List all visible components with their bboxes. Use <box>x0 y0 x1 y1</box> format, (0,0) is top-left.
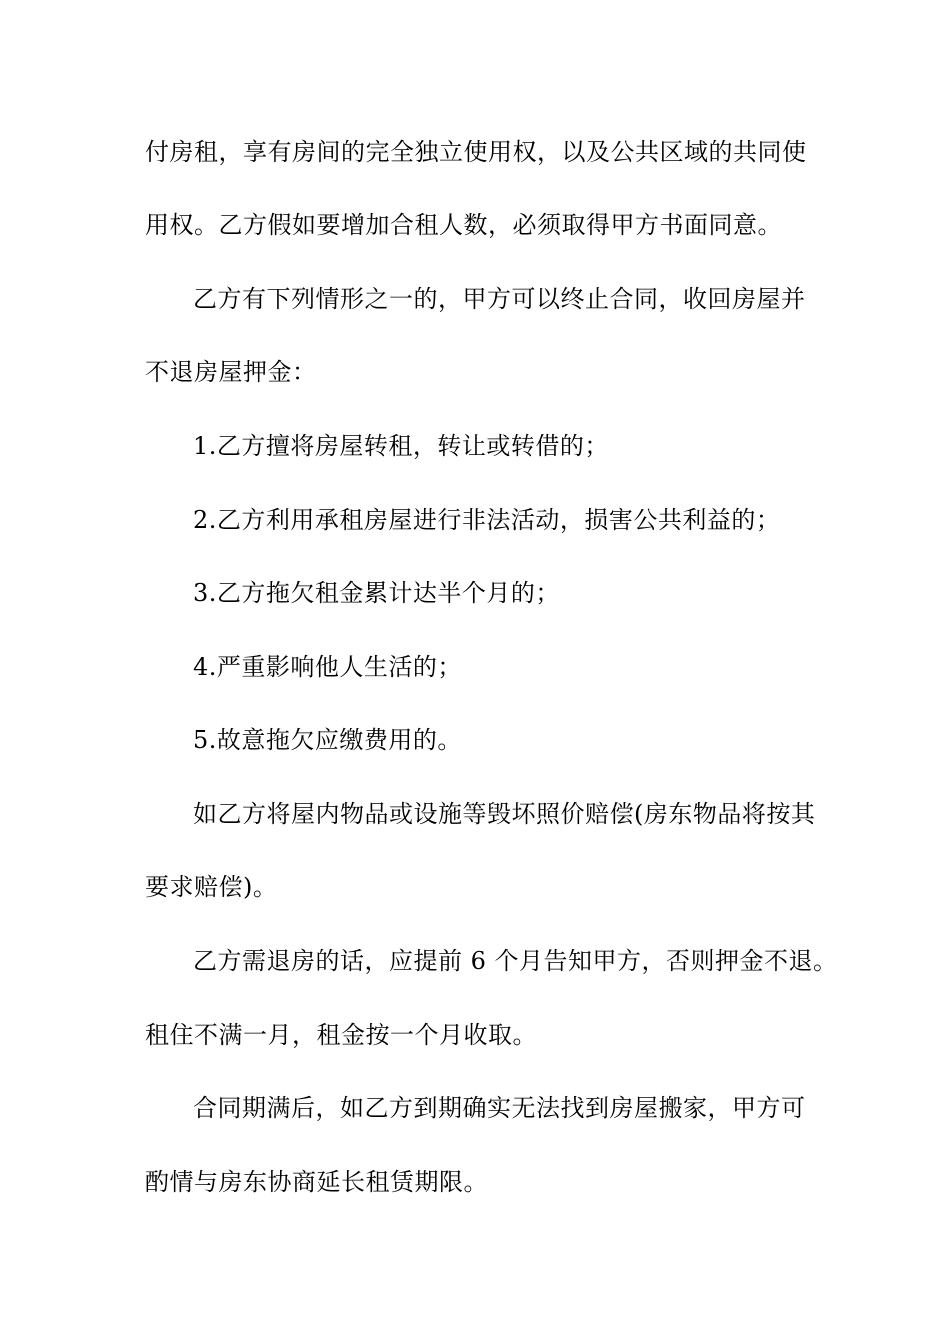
text-line: 要求赔偿)。 <box>145 873 278 901</box>
paragraph-start-line: 如乙方将屋内物品或设施等毁坏照价赔偿(房东物品将按其 <box>193 800 816 828</box>
text-line: 用权。乙方假如要增加合租人数，必须取得甲方书面同意。 <box>145 211 782 239</box>
paragraph-start-line: 乙方有下列情形之一的，甲方可以终止合同，收回房屋并 <box>193 285 806 313</box>
list-item: 2.乙方利用承租房屋进行非法活动，损害公共利益的； <box>193 506 781 534</box>
text-line: 酌情与房东协商延长租赁期限。 <box>145 1168 488 1196</box>
list-item: 5.故意拖欠应缴费用的。 <box>193 726 462 754</box>
paragraph-start-line: 合同期满后，如乙方到期确实无法找到房屋搬家，甲方可 <box>193 1094 806 1122</box>
paragraph-start-line: 乙方需退房的话，应提前 6 个月告知甲方，否则押金不退。 <box>193 947 838 975</box>
list-item: 1.乙方擅将房屋转租，转让或转借的； <box>193 432 609 460</box>
text-line: 不退房屋押金： <box>145 358 317 386</box>
text-line: 租住不满一月，租金按一个月收取。 <box>145 1021 537 1049</box>
list-item: 3.乙方拖欠租金累计达半个月的； <box>193 579 560 607</box>
list-item: 4.严重影响他人生活的； <box>193 653 462 681</box>
text-line: 付房租，享有房间的完全独立使用权，以及公共区域的共同使 <box>145 138 807 166</box>
